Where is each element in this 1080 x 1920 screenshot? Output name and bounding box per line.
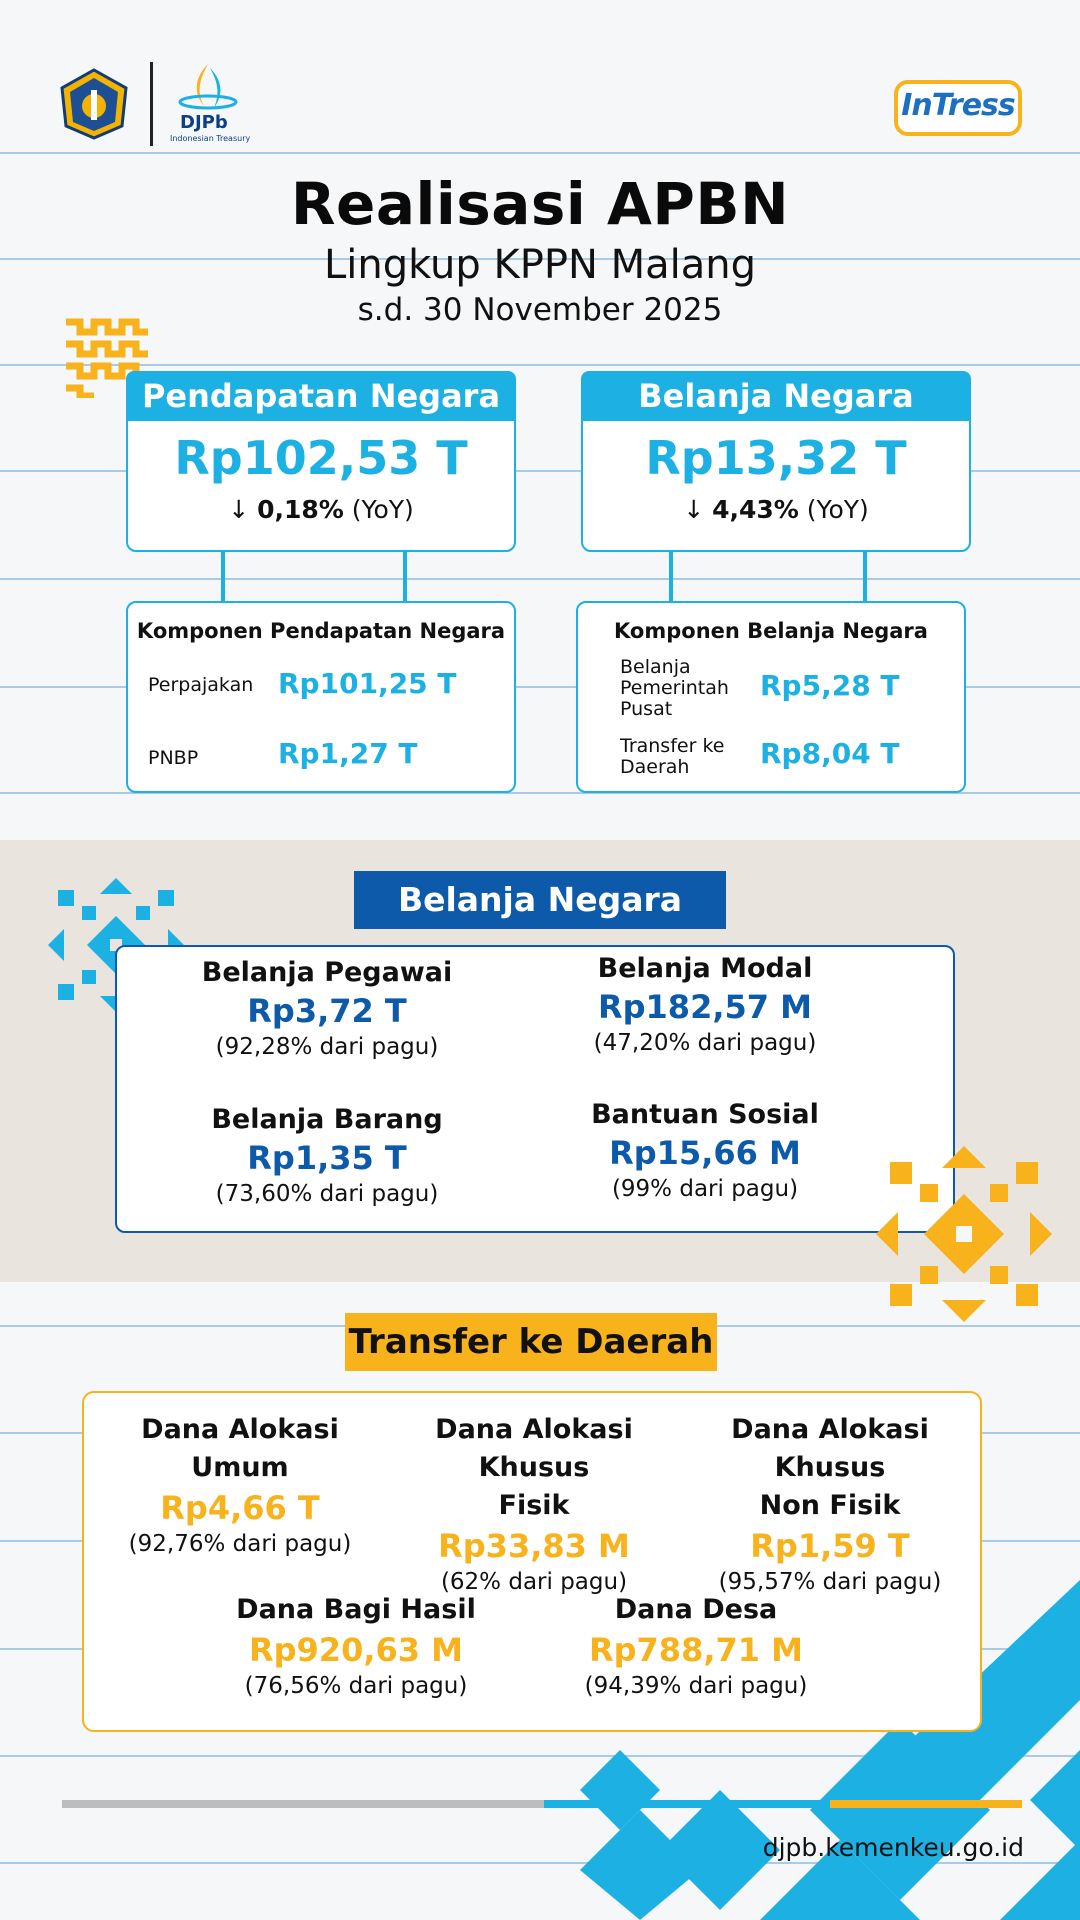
item-value: Rp1,59 T xyxy=(750,1527,910,1565)
dak-nonfisik-item xyxy=(680,1411,980,1595)
pnbp-value: Rp1,27 T xyxy=(278,737,418,770)
item-note: (92,76% dari pagu) xyxy=(128,1531,352,1557)
pendapatan-yoy-pct: 0,18% xyxy=(257,495,344,524)
dana-desa-item xyxy=(546,1591,846,1699)
item-note: (99% dari pagu) xyxy=(611,1176,799,1202)
item-value: Rp920,63 M xyxy=(248,1631,463,1669)
pnbp-label: PNBP xyxy=(148,747,199,769)
footer-bar-gray xyxy=(62,1800,544,1808)
belanja-pegawai-item xyxy=(157,957,497,1060)
down-arrow-icon: ↓ xyxy=(228,495,250,524)
item-value: Rp15,66 M xyxy=(609,1134,801,1172)
name-line: Dana Alokasi xyxy=(141,1414,339,1445)
intress-logo-text: InTress xyxy=(901,88,1015,123)
item-note: (47,20% dari pagu) xyxy=(593,1030,817,1056)
djpb-logo xyxy=(168,62,251,148)
dbh-item xyxy=(206,1591,506,1699)
name-line: Dana Alokasi Khusus xyxy=(731,1414,929,1483)
pendapatan-yoy-label: (YoY) xyxy=(351,495,414,524)
belanja-heading: Belanja Negara xyxy=(581,371,971,421)
belanja-modal-item xyxy=(535,953,875,1056)
transfer-daerah-section-title: Transfer ke Daerah xyxy=(345,1313,717,1371)
connector-line xyxy=(221,552,225,602)
label-line: Pemerintah xyxy=(620,677,729,699)
djpb-logo-mark xyxy=(178,62,238,112)
name-line: Non Fisik xyxy=(759,1490,901,1521)
label-line: Pusat xyxy=(620,698,673,720)
item-note: (92,28% dari pagu) xyxy=(215,1034,439,1060)
item-name xyxy=(384,1411,684,1525)
belanja-yoy-label: (YoY) xyxy=(806,495,869,524)
page-title: Realisasi APBN xyxy=(290,170,790,238)
item-value: Rp182,57 M xyxy=(597,988,812,1026)
background-line xyxy=(0,578,1080,580)
djpb-logo-subtext: Indonesian Treasury xyxy=(170,134,251,143)
item-name xyxy=(680,1411,980,1525)
pendapatan-yoy xyxy=(128,495,514,524)
komponen-pendapatan-title: Komponen Pendapatan Negara xyxy=(136,619,506,643)
item-value: Rp1,35 T xyxy=(247,1139,407,1177)
komponen-pendapatan-card xyxy=(126,601,516,793)
belanja-yoy xyxy=(583,495,969,524)
dau-item xyxy=(90,1411,390,1557)
name-line: Dana Alokasi Khusus xyxy=(435,1414,633,1483)
name-line: Fisik xyxy=(498,1490,570,1521)
item-value: Rp4,66 T xyxy=(160,1489,320,1527)
intress-logo xyxy=(894,80,1022,136)
belanja-value: Rp13,32 T xyxy=(645,431,907,485)
connector-line xyxy=(403,552,407,602)
item-value: Rp3,72 T xyxy=(247,992,407,1030)
belanja-pusat-value: Rp5,28 T xyxy=(760,669,900,702)
belanja-barang-item xyxy=(157,1104,497,1207)
item-name xyxy=(90,1411,390,1487)
belanja-card xyxy=(581,371,971,552)
name-line: Umum xyxy=(191,1452,289,1483)
bantuan-sosial-item xyxy=(535,1099,875,1202)
belanja-negara-detail-box xyxy=(115,945,955,1233)
item-name: Belanja Modal xyxy=(597,953,813,984)
perpajakan-value: Rp101,25 T xyxy=(278,667,457,700)
footer-bar-gold xyxy=(830,1800,1022,1808)
item-value: Rp788,71 M xyxy=(588,1631,803,1669)
kemenkeu-logo xyxy=(58,68,130,140)
item-note: (94,39% dari pagu) xyxy=(584,1673,808,1699)
logo-divider xyxy=(150,62,153,146)
item-note: (76,56% dari pagu) xyxy=(244,1673,468,1699)
perpajakan-label: Perpajakan xyxy=(148,674,254,696)
komponen-belanja-title: Komponen Belanja Negara xyxy=(614,619,928,643)
item-name: Belanja Pegawai xyxy=(201,957,453,988)
item-name: Bantuan Sosial xyxy=(591,1099,819,1130)
label-line: Belanja xyxy=(620,656,691,678)
item-name: Dana Desa xyxy=(614,1594,778,1625)
transfer-daerah-value: Rp8,04 T xyxy=(760,737,900,770)
transfer-daerah-detail-box xyxy=(82,1391,982,1732)
belanja-pusat-label xyxy=(620,657,729,720)
item-note: (95,57% dari pagu) xyxy=(718,1569,942,1595)
transfer-daerah-label xyxy=(620,736,724,778)
item-name: Belanja Barang xyxy=(211,1104,443,1135)
item-value: Rp33,83 M xyxy=(438,1527,630,1565)
pendapatan-heading: Pendapatan Negara xyxy=(126,371,516,421)
label-line: Daerah xyxy=(620,756,690,778)
item-note: (73,60% dari pagu) xyxy=(215,1181,439,1207)
footer-url[interactable]: djpb.kemenkeu.go.id xyxy=(762,1833,1024,1862)
page-subtitle: Lingkup KPPN Malang xyxy=(323,242,757,288)
dak-fisik-item xyxy=(384,1411,684,1595)
komponen-belanja-card xyxy=(576,601,966,793)
item-name: Dana Bagi Hasil xyxy=(236,1594,476,1625)
pendapatan-card xyxy=(126,371,516,552)
down-arrow-icon: ↓ xyxy=(683,495,705,524)
pendapatan-value: Rp102,53 T xyxy=(174,431,468,485)
label-line: Transfer ke xyxy=(620,735,725,757)
connector-line xyxy=(863,552,867,602)
period-text: s.d. 30 November 2025 xyxy=(357,292,723,328)
item-note: (62% dari pagu) xyxy=(440,1569,628,1595)
djpb-logo-text: DJPb xyxy=(180,112,228,133)
belanja-negara-section-title: Belanja Negara xyxy=(354,871,726,929)
footer-bar-cyan xyxy=(544,1800,830,1808)
belanja-yoy-pct: 4,43% xyxy=(712,495,799,524)
background-line xyxy=(0,152,1080,154)
background-line xyxy=(0,364,1080,366)
connector-line xyxy=(669,552,673,602)
gold-ornament-icon xyxy=(876,1146,1052,1322)
